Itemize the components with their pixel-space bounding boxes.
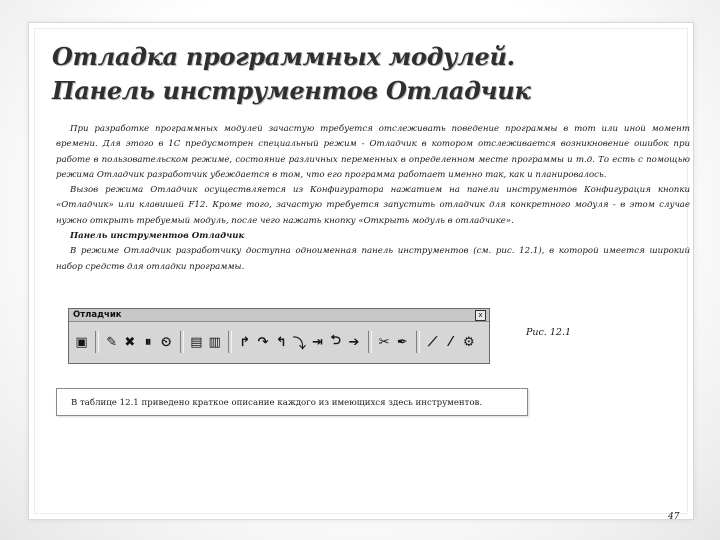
toolbar-separator <box>95 331 99 353</box>
go-icon[interactable]: ➔ <box>348 334 360 350</box>
eval-icon[interactable]: ✒ <box>396 334 408 350</box>
figure-caption: Рис. 12.1 <box>526 327 572 338</box>
return-icon[interactable]: ⮌ <box>330 333 341 348</box>
settings-icon[interactable]: ⚙ <box>463 334 475 350</box>
breakpoint-list-icon[interactable]: ▥ <box>208 334 221 350</box>
toolbar-separator <box>180 331 184 353</box>
edit-icon[interactable]: ✎ <box>106 334 118 350</box>
step-out-icon[interactable]: ↰ <box>275 334 287 350</box>
module-list-icon[interactable]: ▤ <box>190 334 203 350</box>
toolbar-separator <box>368 331 372 353</box>
stop-icon[interactable]: ✖ <box>124 334 136 350</box>
pause-icon[interactable]: ⏸ <box>144 334 152 350</box>
open-module-icon[interactable]: ▣ <box>75 334 88 350</box>
table-note-text: В таблице 12.1 приведено краткое описание каждого из имеющихся здесь инструментов. <box>71 398 483 408</box>
toolbar-separator <box>416 331 420 353</box>
paragraph-toolbar-description: В режиме Отладчик разработчику доступна одноименная панель инструментов (см. рис. 12.1), в которой имеется широкий набор средств для отладки программы. <box>56 246 690 272</box>
step-into-icon[interactable]: ↱ <box>239 334 251 350</box>
toolbar-icon-row <box>73 327 483 357</box>
paragraph-invocation: Вызов режима Отладчик осуществляется из Конфигуратора нажатием на панели инструментов Конфигурация кнопки «Отладчик» или клавишей F12. Кроме того, зачастую требуется запустить отладчик для конкретного модуля - в этом случае нужно открыть требуемый модуль, после чего нажать кнопку «Открыть модуль в отладчике». <box>56 185 690 226</box>
breakpoint-icon[interactable]: ⟋ <box>427 334 438 350</box>
close-icon[interactable]: x <box>475 310 486 321</box>
page-number: 47 <box>668 512 680 522</box>
step-over-icon[interactable]: ↷ <box>257 334 269 350</box>
watch-icon[interactable]: ✂ <box>378 334 390 350</box>
table-note-box <box>56 388 528 416</box>
subheading-toolbar: Панель инструментов Отладчик <box>70 231 245 242</box>
debugger-toolbar-figure <box>68 308 490 364</box>
slide-body <box>56 122 690 275</box>
toolbar-titlebar <box>69 309 489 322</box>
slide-title-line-1: Отладка программных модулей. <box>52 42 515 71</box>
paragraph-intro: При разработке программных модулей зачастую требуется отслеживать поведение программы в тот или иной момент времени. Для этого в 1С предусмотрен специальный режим - Отладчик в котором отслеживается возникновение ошибок при работе в пользовательском режиме, состояние различных переменных в определенном месте программы и т.д. То есть с помощью режима Отладчик разработчик убеждается в том, что его программа работает именно так, как и планировалось. <box>56 124 690 180</box>
continue-icon[interactable]: ⇥ <box>312 334 324 350</box>
slide-title-line-2: Панель инструментов Отладчик <box>52 76 531 105</box>
clock-icon[interactable]: ⏲ <box>161 334 172 350</box>
slide-title <box>52 40 652 108</box>
toolbar-title: Отладчик <box>73 310 122 320</box>
run-to-cursor-icon[interactable]: ⤵ <box>292 336 306 352</box>
toolbar-separator <box>228 331 232 353</box>
disable-breakpoint-icon[interactable]: ⁄ <box>449 334 452 350</box>
